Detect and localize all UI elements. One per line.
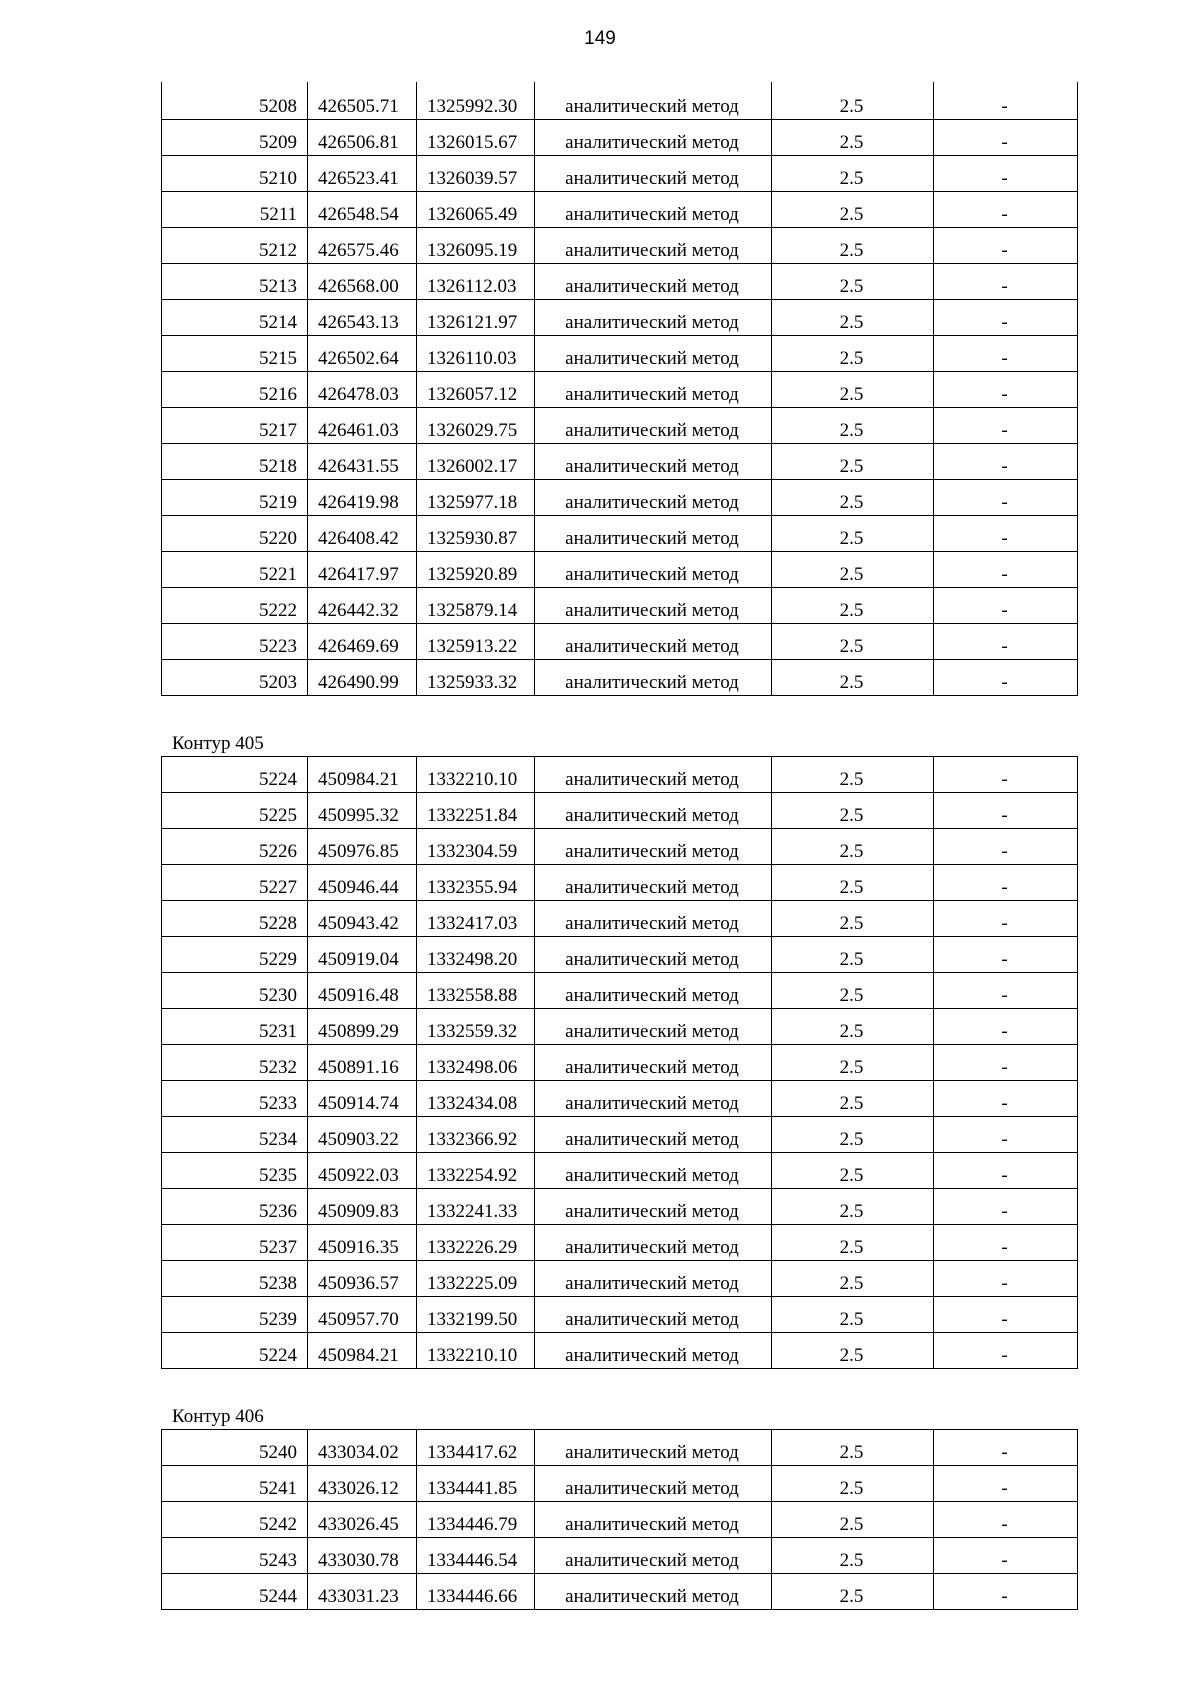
note-cell: - (934, 371, 1078, 407)
y-coordinate-cell: 1326121.97 (417, 299, 535, 335)
y-coordinate-cell: 1332199.50 (417, 1297, 535, 1333)
table-row (162, 937, 1078, 973)
method-cell: аналитический метод (535, 191, 772, 227)
x-coordinate-cell: 450984.21 (308, 757, 417, 793)
point-number-cell: 5244 (162, 1574, 308, 1610)
y-coordinate-cell: 1332558.88 (417, 973, 535, 1009)
accuracy-cell: 2.5 (772, 865, 934, 901)
table-row (162, 1574, 1078, 1610)
point-number-cell: 5237 (162, 1225, 308, 1261)
accuracy-cell: 2.5 (772, 119, 934, 155)
x-coordinate-cell: 426408.42 (308, 515, 417, 551)
y-coordinate-cell: 1332210.10 (417, 757, 535, 793)
accuracy-cell: 2.5 (772, 1574, 934, 1610)
point-number-cell: 5228 (162, 901, 308, 937)
y-coordinate-cell: 1325933.32 (417, 659, 535, 695)
y-coordinate-cell: 1332241.33 (417, 1189, 535, 1225)
x-coordinate-cell: 433026.12 (308, 1466, 417, 1502)
table-row (162, 865, 1078, 901)
table-row (162, 1117, 1078, 1153)
y-coordinate-cell: 1326015.67 (417, 119, 535, 155)
x-coordinate-cell: 426505.71 (308, 82, 417, 119)
x-coordinate-cell: 426523.41 (308, 155, 417, 191)
note-cell: - (934, 1466, 1078, 1502)
x-coordinate-cell: 450899.29 (308, 1009, 417, 1045)
method-cell: аналитический метод (535, 299, 772, 335)
point-number-cell: 5233 (162, 1081, 308, 1117)
x-coordinate-cell: 450903.22 (308, 1117, 417, 1153)
table-row (162, 1009, 1078, 1045)
table-row (162, 793, 1078, 829)
table-row (162, 1333, 1078, 1369)
method-cell: аналитический метод (535, 1574, 772, 1610)
point-number-cell: 5242 (162, 1502, 308, 1538)
x-coordinate-cell: 433031.23 (308, 1574, 417, 1610)
note-cell: - (934, 1261, 1078, 1297)
table-row (162, 1502, 1078, 1538)
point-number-cell: 5208 (162, 82, 308, 119)
method-cell: аналитический метод (535, 901, 772, 937)
note-cell: - (934, 937, 1078, 973)
accuracy-cell: 2.5 (772, 587, 934, 623)
note-cell: - (934, 1189, 1078, 1225)
note-cell: - (934, 443, 1078, 479)
note-cell: - (934, 1117, 1078, 1153)
point-number-cell: 5222 (162, 587, 308, 623)
y-coordinate-cell: 1325920.89 (417, 551, 535, 587)
y-coordinate-cell: 1325977.18 (417, 479, 535, 515)
method-cell: аналитический метод (535, 1297, 772, 1333)
accuracy-cell: 2.5 (772, 227, 934, 263)
table-row (162, 587, 1078, 623)
point-number-cell: 5223 (162, 623, 308, 659)
table-row (162, 407, 1078, 443)
y-coordinate-cell: 1326002.17 (417, 443, 535, 479)
y-coordinate-cell: 1334446.79 (417, 1502, 535, 1538)
method-cell: аналитический метод (535, 515, 772, 551)
note-cell: - (934, 865, 1078, 901)
table-row (162, 227, 1078, 263)
y-coordinate-cell: 1334446.54 (417, 1538, 535, 1574)
table-row (162, 371, 1078, 407)
y-coordinate-cell: 1326057.12 (417, 371, 535, 407)
accuracy-cell: 2.5 (772, 335, 934, 371)
accuracy-cell: 2.5 (772, 659, 934, 695)
accuracy-cell: 2.5 (772, 937, 934, 973)
x-coordinate-cell: 426548.54 (308, 191, 417, 227)
point-number-cell: 5235 (162, 1153, 308, 1189)
note-cell: - (934, 973, 1078, 1009)
y-coordinate-cell: 1332366.92 (417, 1117, 535, 1153)
method-cell: аналитический метод (535, 1153, 772, 1189)
y-coordinate-cell: 1332210.10 (417, 1333, 535, 1369)
method-cell: аналитический метод (535, 82, 772, 119)
point-number-cell: 5221 (162, 551, 308, 587)
accuracy-cell: 2.5 (772, 191, 934, 227)
note-cell: - (934, 659, 1078, 695)
method-cell: аналитический метод (535, 479, 772, 515)
x-coordinate-cell: 450891.16 (308, 1045, 417, 1081)
point-number-cell: 5219 (162, 479, 308, 515)
point-number-cell: 5227 (162, 865, 308, 901)
x-coordinate-cell: 450976.85 (308, 829, 417, 865)
point-number-cell: 5241 (162, 1466, 308, 1502)
y-coordinate-cell: 1332225.09 (417, 1261, 535, 1297)
method-cell: аналитический метод (535, 551, 772, 587)
method-cell: аналитический метод (535, 757, 772, 793)
method-cell: аналитический метод (535, 1430, 772, 1466)
note-cell: - (934, 551, 1078, 587)
y-coordinate-cell: 1332251.84 (417, 793, 535, 829)
note-cell: - (934, 515, 1078, 551)
note-cell: - (934, 1153, 1078, 1189)
y-coordinate-cell: 1334446.66 (417, 1574, 535, 1610)
note-cell: - (934, 1430, 1078, 1466)
method-cell: аналитический метод (535, 1538, 772, 1574)
x-coordinate-cell: 450936.57 (308, 1261, 417, 1297)
method-cell: аналитический метод (535, 1333, 772, 1369)
method-cell: аналитический метод (535, 1045, 772, 1081)
accuracy-cell: 2.5 (772, 1225, 934, 1261)
y-coordinate-cell: 1332559.32 (417, 1009, 535, 1045)
table-row (162, 901, 1078, 937)
point-number-cell: 5212 (162, 227, 308, 263)
table-row (162, 1153, 1078, 1189)
note-cell: - (934, 335, 1078, 371)
x-coordinate-cell: 426469.69 (308, 623, 417, 659)
table-row (162, 155, 1078, 191)
accuracy-cell: 2.5 (772, 1430, 934, 1466)
accuracy-cell: 2.5 (772, 829, 934, 865)
accuracy-cell: 2.5 (772, 1189, 934, 1225)
accuracy-cell: 2.5 (772, 1117, 934, 1153)
page-number: 149 (584, 28, 616, 49)
x-coordinate-cell: 450914.74 (308, 1081, 417, 1117)
point-number-cell: 5238 (162, 1261, 308, 1297)
x-coordinate-cell: 426478.03 (308, 371, 417, 407)
note-cell: - (934, 1081, 1078, 1117)
table-row (162, 82, 1078, 119)
table-row (162, 829, 1078, 865)
accuracy-cell: 2.5 (772, 1538, 934, 1574)
accuracy-cell: 2.5 (772, 1081, 934, 1117)
table-row (162, 1045, 1078, 1081)
method-cell: аналитический метод (535, 1261, 772, 1297)
note-cell: - (934, 407, 1078, 443)
y-coordinate-cell: 1332498.06 (417, 1045, 535, 1081)
point-number-cell: 5236 (162, 1189, 308, 1225)
table-row (162, 1430, 1078, 1466)
accuracy-cell: 2.5 (772, 1502, 934, 1538)
y-coordinate-cell: 1326110.03 (417, 335, 535, 371)
method-cell: аналитический метод (535, 829, 772, 865)
y-coordinate-cell: 1325992.30 (417, 82, 535, 119)
note-cell: - (934, 155, 1078, 191)
x-coordinate-cell: 426442.32 (308, 587, 417, 623)
accuracy-cell: 2.5 (772, 757, 934, 793)
table-row (162, 191, 1078, 227)
note-cell: - (934, 227, 1078, 263)
note-cell: - (934, 1045, 1078, 1081)
y-coordinate-cell: 1334417.62 (417, 1430, 535, 1466)
table-row (162, 973, 1078, 1009)
x-coordinate-cell: 426490.99 (308, 659, 417, 695)
method-cell: аналитический метод (535, 587, 772, 623)
method-cell: аналитический метод (535, 443, 772, 479)
x-coordinate-cell: 450922.03 (308, 1153, 417, 1189)
method-cell: аналитический метод (535, 335, 772, 371)
point-number-cell: 5220 (162, 515, 308, 551)
accuracy-cell: 2.5 (772, 263, 934, 299)
point-number-cell: 5232 (162, 1045, 308, 1081)
note-cell: - (934, 263, 1078, 299)
note-cell: - (934, 191, 1078, 227)
accuracy-cell: 2.5 (772, 1466, 934, 1502)
y-coordinate-cell: 1332355.94 (417, 865, 535, 901)
x-coordinate-cell: 433034.02 (308, 1430, 417, 1466)
method-cell: аналитический метод (535, 793, 772, 829)
y-coordinate-cell: 1332434.08 (417, 1081, 535, 1117)
point-number-cell: 5217 (162, 407, 308, 443)
note-cell: - (934, 82, 1078, 119)
table-row (162, 299, 1078, 335)
method-cell: аналитический метод (535, 973, 772, 1009)
table-row (162, 443, 1078, 479)
y-coordinate-cell: 1332417.03 (417, 901, 535, 937)
table-row (162, 1081, 1078, 1117)
table-row (162, 1225, 1078, 1261)
y-coordinate-cell: 1332254.92 (417, 1153, 535, 1189)
point-number-cell: 5218 (162, 443, 308, 479)
x-coordinate-cell: 450995.32 (308, 793, 417, 829)
coordinates-table-contour-405 (161, 756, 1078, 1369)
note-cell: - (934, 1225, 1078, 1261)
table-row (162, 757, 1078, 793)
x-coordinate-cell: 450919.04 (308, 937, 417, 973)
method-cell: аналитический метод (535, 1117, 772, 1153)
coordinates-table-contour-406 (161, 1429, 1078, 1610)
x-coordinate-cell: 426417.97 (308, 551, 417, 587)
accuracy-cell: 2.5 (772, 443, 934, 479)
accuracy-cell: 2.5 (772, 371, 934, 407)
method-cell: аналитический метод (535, 1189, 772, 1225)
point-number-cell: 5214 (162, 299, 308, 335)
accuracy-cell: 2.5 (772, 623, 934, 659)
accuracy-cell: 2.5 (772, 155, 934, 191)
method-cell: аналитический метод (535, 623, 772, 659)
table-row (162, 1538, 1078, 1574)
note-cell: - (934, 1333, 1078, 1369)
table-row (162, 1189, 1078, 1225)
note-cell: - (934, 793, 1078, 829)
x-coordinate-cell: 450916.35 (308, 1225, 417, 1261)
accuracy-cell: 2.5 (772, 82, 934, 119)
method-cell: аналитический метод (535, 659, 772, 695)
y-coordinate-cell: 1332226.29 (417, 1225, 535, 1261)
table-row (162, 1297, 1078, 1333)
note-cell: - (934, 901, 1078, 937)
method-cell: аналитический метод (535, 1225, 772, 1261)
accuracy-cell: 2.5 (772, 1045, 934, 1081)
method-cell: аналитический метод (535, 937, 772, 973)
accuracy-cell: 2.5 (772, 973, 934, 1009)
method-cell: аналитический метод (535, 227, 772, 263)
y-coordinate-cell: 1332304.59 (417, 829, 535, 865)
method-cell: аналитический метод (535, 263, 772, 299)
method-cell: аналитический метод (535, 1009, 772, 1045)
accuracy-cell: 2.5 (772, 1261, 934, 1297)
x-coordinate-cell: 426568.00 (308, 263, 417, 299)
method-cell: аналитический метод (535, 407, 772, 443)
point-number-cell: 5225 (162, 793, 308, 829)
x-coordinate-cell: 426419.98 (308, 479, 417, 515)
accuracy-cell: 2.5 (772, 1333, 934, 1369)
note-cell: - (934, 1297, 1078, 1333)
section-label-contour-405: Контур 405 (172, 733, 264, 754)
accuracy-cell: 2.5 (772, 299, 934, 335)
point-number-cell: 5213 (162, 263, 308, 299)
point-number-cell: 5226 (162, 829, 308, 865)
point-number-cell: 5203 (162, 659, 308, 695)
note-cell: - (934, 623, 1078, 659)
point-number-cell: 5210 (162, 155, 308, 191)
x-coordinate-cell: 426543.13 (308, 299, 417, 335)
x-coordinate-cell: 450957.70 (308, 1297, 417, 1333)
point-number-cell: 5234 (162, 1117, 308, 1153)
point-number-cell: 5243 (162, 1538, 308, 1574)
note-cell: - (934, 757, 1078, 793)
y-coordinate-cell: 1325879.14 (417, 587, 535, 623)
point-number-cell: 5211 (162, 191, 308, 227)
method-cell: аналитический метод (535, 1502, 772, 1538)
accuracy-cell: 2.5 (772, 551, 934, 587)
method-cell: аналитический метод (535, 1466, 772, 1502)
accuracy-cell: 2.5 (772, 1009, 934, 1045)
accuracy-cell: 2.5 (772, 1297, 934, 1333)
note-cell: - (934, 119, 1078, 155)
table-row (162, 551, 1078, 587)
point-number-cell: 5229 (162, 937, 308, 973)
y-coordinate-cell: 1332498.20 (417, 937, 535, 973)
method-cell: аналитический метод (535, 371, 772, 407)
section-label-contour-406: Контур 406 (172, 1406, 264, 1427)
point-number-cell: 5216 (162, 371, 308, 407)
accuracy-cell: 2.5 (772, 1153, 934, 1189)
y-coordinate-cell: 1326065.49 (417, 191, 535, 227)
x-coordinate-cell: 450909.83 (308, 1189, 417, 1225)
table-row (162, 515, 1078, 551)
y-coordinate-cell: 1326039.57 (417, 155, 535, 191)
note-cell: - (934, 1574, 1078, 1610)
x-coordinate-cell: 426506.81 (308, 119, 417, 155)
x-coordinate-cell: 426575.46 (308, 227, 417, 263)
table-row (162, 659, 1078, 695)
accuracy-cell: 2.5 (772, 793, 934, 829)
accuracy-cell: 2.5 (772, 407, 934, 443)
table-row (162, 1466, 1078, 1502)
x-coordinate-cell: 450916.48 (308, 973, 417, 1009)
note-cell: - (934, 1502, 1078, 1538)
x-coordinate-cell: 426431.55 (308, 443, 417, 479)
note-cell: - (934, 1009, 1078, 1045)
accuracy-cell: 2.5 (772, 515, 934, 551)
accuracy-cell: 2.5 (772, 479, 934, 515)
y-coordinate-cell: 1325913.22 (417, 623, 535, 659)
x-coordinate-cell: 426461.03 (308, 407, 417, 443)
note-cell: - (934, 299, 1078, 335)
method-cell: аналитический метод (535, 155, 772, 191)
y-coordinate-cell: 1325930.87 (417, 515, 535, 551)
y-coordinate-cell: 1326112.03 (417, 263, 535, 299)
table-row (162, 335, 1078, 371)
x-coordinate-cell: 433026.45 (308, 1502, 417, 1538)
note-cell: - (934, 479, 1078, 515)
note-cell: - (934, 829, 1078, 865)
point-number-cell: 5224 (162, 1333, 308, 1369)
point-number-cell: 5224 (162, 757, 308, 793)
point-number-cell: 5240 (162, 1430, 308, 1466)
y-coordinate-cell: 1326095.19 (417, 227, 535, 263)
table-row (162, 623, 1078, 659)
accuracy-cell: 2.5 (772, 901, 934, 937)
method-cell: аналитический метод (535, 1081, 772, 1117)
table-row (162, 263, 1078, 299)
point-number-cell: 5230 (162, 973, 308, 1009)
x-coordinate-cell: 433030.78 (308, 1538, 417, 1574)
point-number-cell: 5215 (162, 335, 308, 371)
table-row (162, 1261, 1078, 1297)
method-cell: аналитический метод (535, 119, 772, 155)
x-coordinate-cell: 426502.64 (308, 335, 417, 371)
note-cell: - (934, 587, 1078, 623)
y-coordinate-cell: 1334441.85 (417, 1466, 535, 1502)
table-row (162, 479, 1078, 515)
point-number-cell: 5209 (162, 119, 308, 155)
x-coordinate-cell: 450946.44 (308, 865, 417, 901)
point-number-cell: 5231 (162, 1009, 308, 1045)
note-cell: - (934, 1538, 1078, 1574)
x-coordinate-cell: 450943.42 (308, 901, 417, 937)
method-cell: аналитический метод (535, 865, 772, 901)
table-row (162, 119, 1078, 155)
x-coordinate-cell: 450984.21 (308, 1333, 417, 1369)
point-number-cell: 5239 (162, 1297, 308, 1333)
coordinates-table-continued (161, 82, 1078, 696)
y-coordinate-cell: 1326029.75 (417, 407, 535, 443)
